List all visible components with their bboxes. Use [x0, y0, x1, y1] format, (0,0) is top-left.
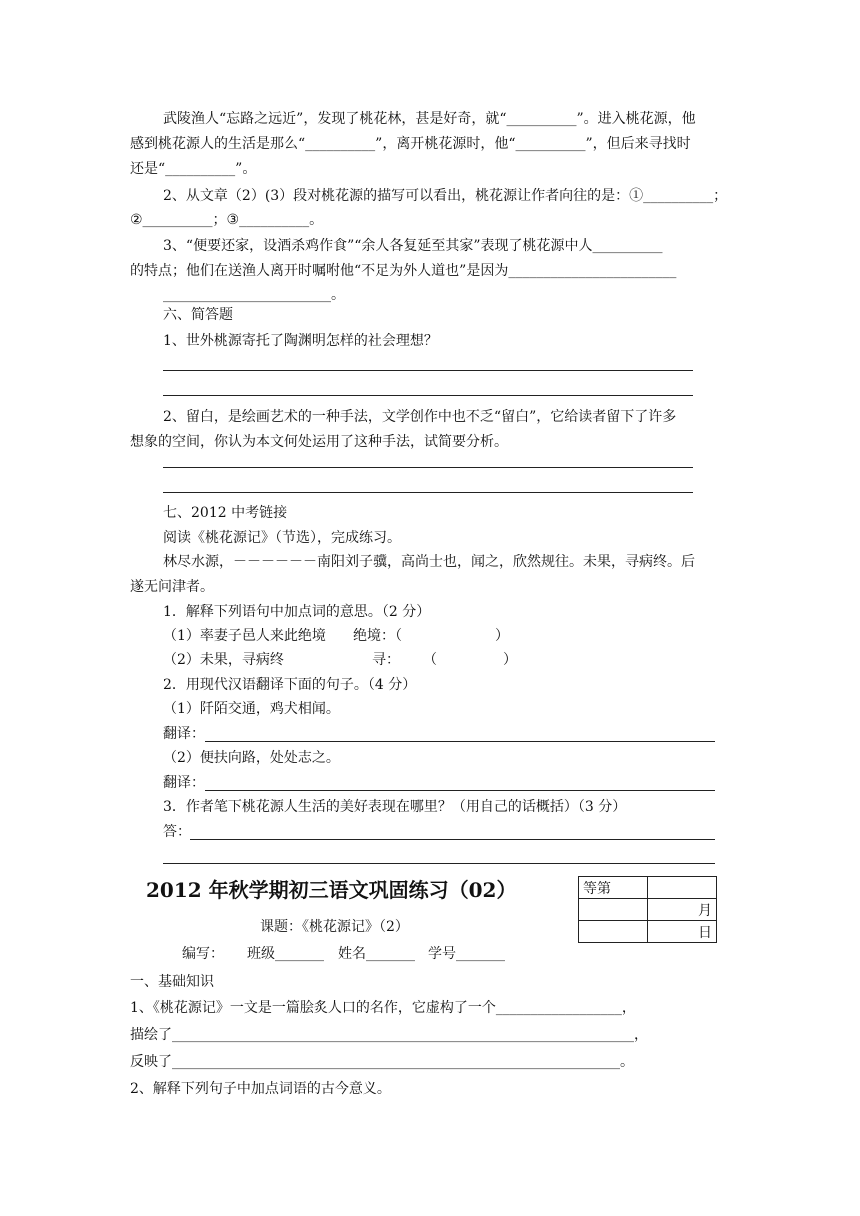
- basics-question-1-line-1: 1、《桃花源记》一文是一篇脍炙人口的名作，它虚构了一个__________________，: [130, 1000, 636, 1016]
- exam-question-1a-sentence: （1）率妻子邑人来此绝境: [163, 628, 326, 644]
- fill-paragraph-line-2: 感到桃花源人的生活是那么“__________”，离开桃花源时，他“__________”，但后来寻找时: [130, 136, 691, 152]
- short-answer-question-2-line-2: 想象的空间，你认为本文何处运用了这种手法，试简要分析。: [130, 434, 508, 450]
- exam-question-1a-word: 绝境：（: [353, 628, 402, 644]
- short-answer-question-1: 1、世外桃源寄托了陶渊明怎样的社会理想？: [163, 333, 438, 349]
- fill-question-2-line-2: ②__________；③__________。: [130, 212, 324, 228]
- fill-question-2-line-1: 2、从文章（2）(3）段对桃花源的描写可以看出，桃花源让作者向往的是：①__________；: [163, 188, 728, 204]
- answer-line: [205, 741, 715, 742]
- month-label: 月: [648, 899, 717, 921]
- short-answer-question-2-line-1: 2、留白，是绘画艺术的一种手法，文学创作中也不乏“留白”，它给读者留下了许多: [163, 409, 677, 425]
- answer-label: 答：: [163, 824, 191, 840]
- translate-label: 翻译：: [163, 726, 205, 742]
- basics-question-1-line-2: 描绘了__________________________________________________________________，: [130, 1027, 648, 1043]
- answer-line: [163, 395, 693, 396]
- basics-heading: 一、基础知识: [130, 974, 214, 990]
- author-label: 编写：: [182, 946, 224, 962]
- fill-question-3-line-1: 3、“便要还家，设酒杀鸡作食”“余人各复延至其家”表现了桃花源中人__________: [163, 238, 663, 254]
- day-label: 日: [648, 921, 717, 943]
- student-id-field: 学号_______: [428, 946, 505, 962]
- worksheet-title: 2012 年秋学期初三语文巩固练习（02）: [146, 878, 517, 902]
- exam-question-3: 3．作者笔下桃花源人生活的美好表现在哪里？（用自己的话概括）（3 分）: [163, 799, 627, 815]
- answer-line: [163, 370, 693, 371]
- exam-question-1b-close: ）: [503, 652, 517, 668]
- passage-line-1: 林尽水源，－－－－－－南阳刘子骥，高尚士也，闻之，欣然规往。未果，寻病终。后: [163, 554, 695, 570]
- grade-date-box: [578, 876, 717, 943]
- passage-line-2: 遂无问津者。: [130, 579, 214, 595]
- translate-label: 翻译：: [163, 775, 205, 791]
- answer-line: [205, 790, 715, 791]
- grade-label: 等第: [579, 877, 648, 899]
- exam-link-intro: 阅读《桃花源记》（节选），完成练习。: [163, 530, 401, 546]
- exam-question-1b-word: 寻：: [372, 652, 400, 668]
- exam-question-2a: （1）阡陌交通，鸡犬相闻。: [163, 701, 340, 717]
- fill-question-3-line-2: 的特点；他们在送渔人离开时嘱咐他“不足为外人道也”是因为________________________: [130, 263, 677, 279]
- exam-link-heading: 七、2012 中考链接: [163, 505, 288, 521]
- answer-line: [163, 467, 693, 468]
- lesson-title: 课题：《桃花源记》（2）: [260, 919, 409, 935]
- day-blank: [579, 921, 648, 943]
- fill-paragraph-line-3: 还是“__________”。: [130, 161, 257, 177]
- exam-question-1b-open: （: [423, 652, 437, 668]
- answer-line: [190, 839, 715, 840]
- exam-question-1a-close: ）: [495, 628, 509, 644]
- exam-question-1: 1．解释下列语句中加点词的意思。（2 分）: [163, 604, 431, 620]
- grade-value: [648, 877, 717, 899]
- exam-question-2: 2．用现代汉语翻译下面的句子。（4 分）: [163, 677, 417, 693]
- basics-question-1-line-3: 反映了________________________________________________________________。: [130, 1054, 634, 1070]
- exam-question-2b: （2）便扶向路，处处志之。: [163, 750, 340, 766]
- fill-question-3-line-3: ________________________。: [163, 287, 345, 303]
- exam-question-1b-sentence: （2）未果，寻病终: [163, 652, 284, 668]
- month-blank: [579, 899, 648, 921]
- answer-line: [163, 492, 693, 493]
- short-answer-heading: 六、简答题: [163, 307, 233, 323]
- name-field: 姓名_______: [338, 946, 415, 962]
- fill-paragraph-line-1: 武陵渔人“忘路之远近”，发现了桃花林，甚是好奇，就“__________”。进入桃花源，他: [163, 111, 696, 127]
- answer-line: [163, 863, 715, 864]
- basics-question-2: 2、解释下列句子中加点词语的古今意义。: [130, 1081, 391, 1097]
- class-field: 班级_______: [247, 946, 324, 962]
